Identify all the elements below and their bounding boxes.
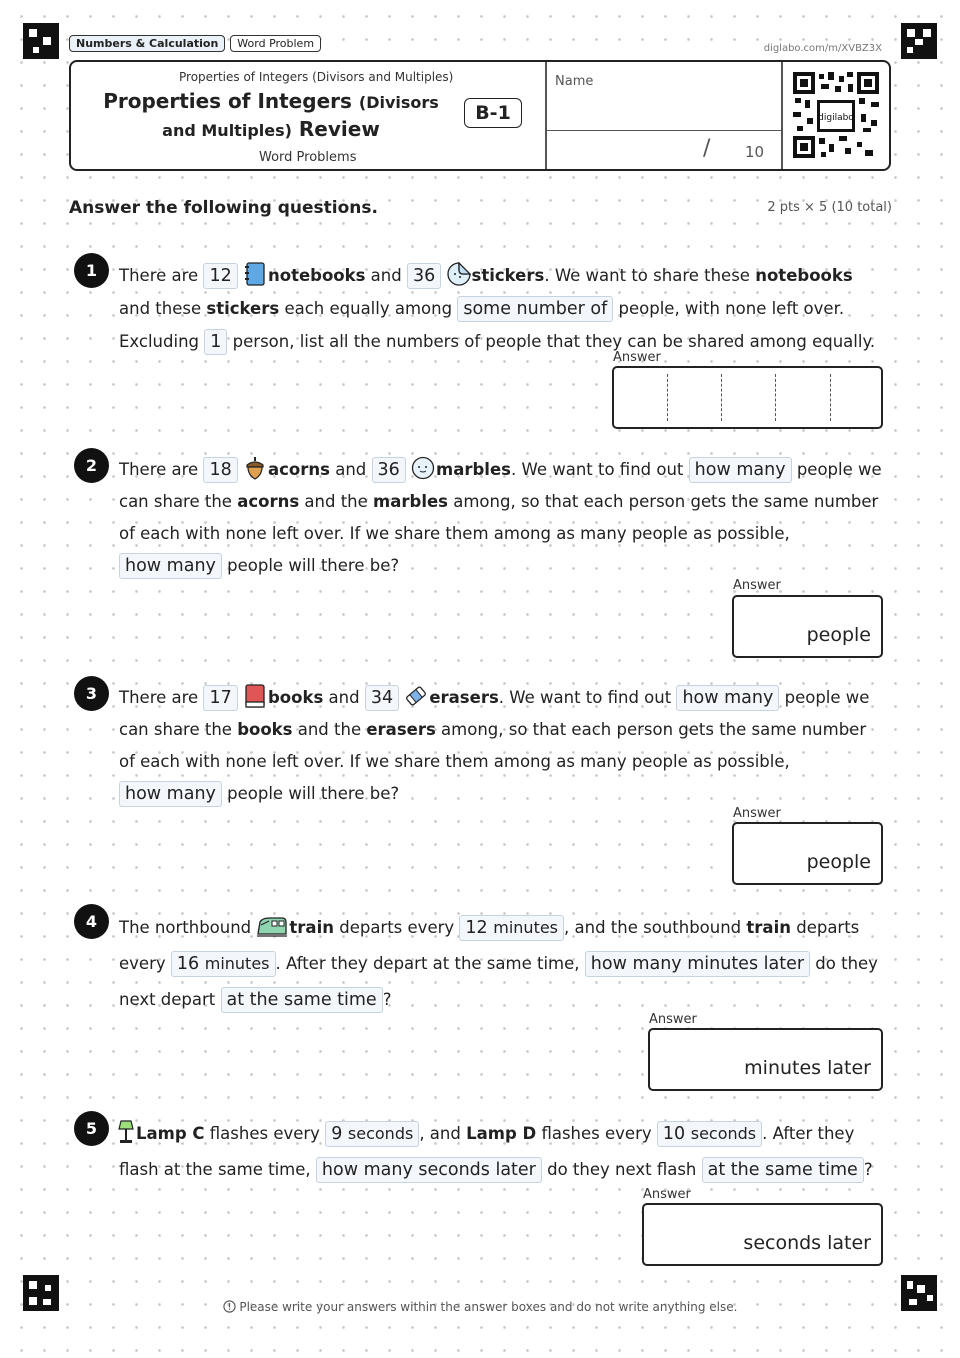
marble-icon	[411, 456, 435, 480]
number-box: 36	[372, 457, 406, 483]
score-slash: /	[703, 136, 711, 161]
title-end: Review	[298, 117, 380, 141]
acorn-icon	[243, 456, 267, 480]
answer-divider	[721, 374, 722, 421]
phrase-box: some number of	[457, 296, 613, 322]
eraser-icon	[404, 684, 428, 708]
corner-marker-top-left	[23, 23, 59, 59]
number-unit-box: 12 minutes	[459, 915, 564, 941]
tag-numbers-calculation: Numbers & Calculation	[69, 35, 225, 52]
answer-box-5[interactable]	[642, 1203, 883, 1266]
number-box: 17	[203, 685, 237, 711]
question-number-3: 3	[74, 676, 109, 711]
question-2-text: There are 18 acorns and 36 marbles. We want to find out how many people we can share the acorns and the marbles among, so that each person gets the same number of each with none left over. If we share them among as many people as possible, how many people will there be?	[119, 454, 884, 582]
points-info: 2 pts × 5 (10 total)	[767, 200, 892, 215]
title-main: Properties of Integers	[103, 89, 352, 113]
question-5-text: Lamp C flashes every 9 seconds , and Lamp D flashes every 10 seconds . After they flash at the same time, how many seconds later do they next flash at the same time ?	[119, 1116, 884, 1188]
phrase-box: how many	[119, 781, 222, 807]
answer-box-3[interactable]	[732, 822, 883, 885]
tag-word-problem: Word Problem	[230, 35, 321, 52]
footer-note: Please write your answers within the answer boxes and do not write anything else.	[0, 1300, 960, 1314]
worksheet-header	[69, 60, 891, 171]
number-box: 1	[204, 329, 227, 355]
answer-label: Answer	[733, 806, 781, 821]
corner-marker-top-right	[901, 23, 937, 59]
answer-label: Answer	[613, 350, 661, 365]
answer-unit: people	[806, 851, 871, 873]
book-icon	[243, 684, 267, 708]
answer-unit: people	[806, 624, 871, 646]
answer-unit: seconds later	[743, 1232, 871, 1254]
header-footer-text: Word Problems	[259, 150, 357, 165]
answer-box-1[interactable]	[612, 366, 883, 429]
header-divider	[545, 130, 781, 131]
number-unit-box: 9 seconds	[325, 1121, 419, 1147]
instructions: Answer the following questions.	[69, 198, 378, 218]
phrase-box: at the same time	[702, 1157, 864, 1183]
number-box: 12	[203, 263, 237, 289]
question-number-1: 1	[74, 253, 109, 288]
name-label: Name	[555, 74, 594, 89]
answer-box-4[interactable]	[648, 1028, 883, 1091]
phrase-box: how many	[676, 685, 779, 711]
answer-divider	[775, 374, 776, 421]
answer-divider	[830, 374, 831, 421]
category-tags	[69, 35, 321, 52]
phrase-box: how many minutes later	[585, 951, 810, 977]
title-paren: (Divisors and Multiples)	[162, 93, 439, 140]
number-box: 36	[407, 263, 441, 289]
info-icon	[223, 1300, 236, 1313]
score-total: 10	[745, 143, 765, 161]
number-box: 18	[203, 457, 237, 483]
qr-label: digilabo	[818, 113, 854, 123]
phrase-box: how many	[689, 457, 792, 483]
header-divider	[781, 62, 783, 169]
answer-label: Answer	[649, 1012, 697, 1027]
worksheet-title	[91, 88, 451, 144]
number-box: 34	[365, 685, 399, 711]
question-4-text: The northbound train departs every 12 minutes , and the southbound train departs every 16 minutes . After they depart at the same time, how many minutes later do they next depart at the same time ?	[119, 910, 884, 1018]
worksheet-code: B-1	[464, 98, 522, 128]
question-1-text: There are 12 notebooks and 36 stickers. We want to share these notebooks and these stickers each equally among some number of people, with none left over. Excluding 1 person, list all the numbers of people that they can be shared among equally.	[119, 259, 884, 358]
question-3-text: There are 17 books and 34 erasers. We want to find out how many people we can share the books and the erasers among, so that each person gets the same number of each with none left over. If we share them among as many people as possible, how many people will there be?	[119, 682, 884, 810]
question-number-4: 4	[74, 904, 109, 939]
number-unit-box: 16 minutes	[171, 951, 276, 977]
phrase-box: at the same time	[221, 987, 383, 1013]
sticker-icon	[447, 262, 471, 286]
qr-code-icon	[793, 72, 879, 158]
notebook-icon	[243, 262, 267, 286]
lamp-icon	[117, 1120, 135, 1144]
site-url: diglabo.com/m/XVBZ3X	[763, 43, 882, 54]
phrase-box: how many	[119, 553, 222, 579]
question-number-5: 5	[74, 1111, 109, 1146]
answer-divider	[667, 374, 668, 421]
answer-unit: minutes later	[744, 1057, 871, 1079]
answer-label: Answer	[643, 1187, 691, 1202]
number-unit-box: 10 seconds	[657, 1121, 762, 1147]
header-divider	[545, 62, 547, 169]
train-icon	[256, 914, 288, 938]
question-number-2: 2	[74, 448, 109, 483]
header-subtitle: Properties of Integers (Divisors and Multiples)	[179, 70, 454, 84]
answer-box-2[interactable]	[732, 595, 883, 658]
answer-label: Answer	[733, 578, 781, 593]
phrase-box: how many seconds later	[316, 1157, 542, 1183]
